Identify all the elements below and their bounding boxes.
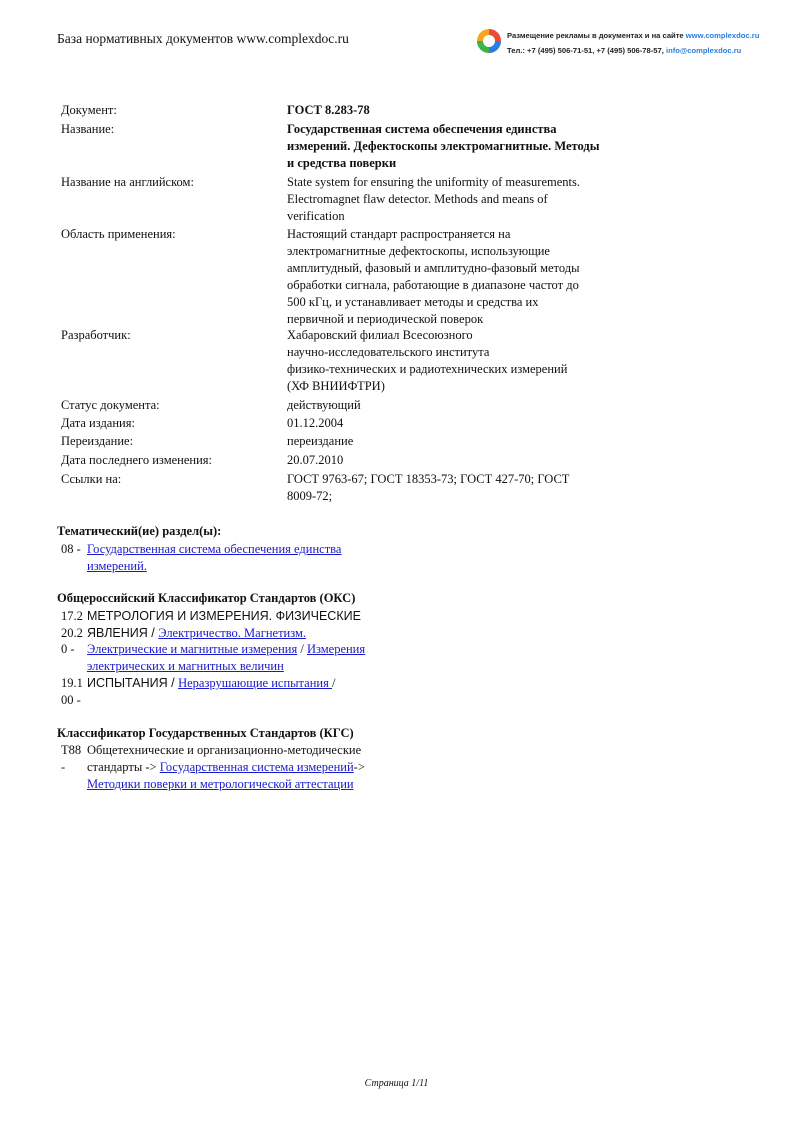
- kgs-heading: Классификатор Государственных Стандартов (КГС): [57, 726, 354, 740]
- oks-link-electricity[interactable]: Электричество. Магнетизм.: [158, 626, 307, 640]
- oks-link-ndt[interactable]: Неразрушающие испытания: [178, 676, 332, 690]
- last-change-label: Дата последнего изменения:: [61, 453, 212, 467]
- complexdoc-logo-icon: [476, 28, 502, 54]
- developer-line: Хабаровский филиал Всесоюзного: [287, 328, 473, 342]
- name-en-line: verification: [287, 209, 345, 223]
- kgs-code: T88: [61, 743, 82, 757]
- oks-row: [87, 675, 335, 692]
- developer-label: Разработчик:: [61, 328, 131, 342]
- kgs-text: стандарты ->: [87, 760, 160, 774]
- thematic-link-line[interactable]: измерений.: [87, 559, 147, 573]
- oks-code: 17.2: [61, 609, 83, 623]
- scope-line: электромагнитные дефектоскопы, использующие: [287, 244, 550, 258]
- refs-label: Ссылки на:: [61, 472, 122, 486]
- oks-link-electric-measurements[interactable]: Электрические и магнитные измерения: [87, 642, 298, 656]
- ad-site-link[interactable]: www.complexdoc.ru: [685, 31, 760, 40]
- oks-row: [87, 625, 306, 642]
- scope-line: первичной и периодической поверок: [287, 312, 484, 326]
- oks-code: 0 -: [61, 642, 75, 656]
- name-en-value: [287, 174, 632, 225]
- scope-line: Настоящий стандарт распространяется на: [287, 227, 511, 241]
- oks-text: МЕТРОЛОГИЯ И ИЗМЕРЕНИЯ. ФИЗИЧЕСКИЕ: [87, 609, 361, 623]
- reissue-label: Переиздание:: [61, 434, 134, 448]
- ad-banner: [507, 28, 759, 58]
- thematic-link-line[interactable]: Государственная система обеспечения единства: [87, 542, 342, 556]
- name-en-line: State system for ensuring the uniformity of measurements.: [287, 175, 580, 189]
- status-value: действующий: [287, 398, 361, 412]
- name-value: [287, 121, 632, 172]
- oks-separator: /: [331, 676, 336, 690]
- ad-email-link[interactable]: info@complexdoc.ru: [665, 46, 742, 55]
- site-title: База нормативных документов www.complexdoc.ru: [57, 31, 349, 46]
- scope-line: 500 кГц, и устанавливает методы и средства их: [287, 295, 539, 309]
- scope-line: обработки сигнала, работающие в диапазоне частот до: [287, 278, 579, 292]
- status-label: Статус документа:: [61, 398, 160, 412]
- oks-separator: /: [297, 642, 307, 656]
- refs-value: [287, 471, 632, 505]
- developer-line: (ХФ ВНИИФТРИ): [287, 379, 385, 393]
- ad-text-line2: Тел.: +7 (495) 506-71-51, +7 (495) 506-78-57,: [507, 46, 666, 55]
- scope-value: [287, 226, 632, 328]
- oks-heading: Общероссийский Классификатор Стандартов (ОКС): [57, 591, 356, 605]
- oks-link-measurements[interactable]: Измерения: [306, 642, 366, 656]
- oks-row: [87, 641, 365, 675]
- reissue-value: переиздание: [287, 434, 354, 448]
- oks-code: 20.2: [61, 626, 83, 640]
- scope-label: Область применения:: [61, 227, 176, 241]
- oks-code: 19.1: [61, 676, 83, 690]
- developer-line: физико-технических и радиотехнических измерений: [287, 362, 568, 376]
- thematic-heading: Тематический(ие) раздел(ы):: [57, 524, 222, 538]
- scope-line: амплитудный, фазовый и амплитудно-фазовый методы: [287, 261, 580, 275]
- name-en-line: Electromagnet flaw detector. Methods and means of: [287, 192, 548, 206]
- kgs-link-verification-methods[interactable]: Методики поверки и метрологической аттестации: [87, 777, 354, 791]
- page-number: Страница 1/11: [364, 1078, 429, 1089]
- thematic-link[interactable]: [87, 541, 341, 575]
- name-line: и средства поверки: [287, 156, 397, 170]
- last-change-value: 20.07.2010: [287, 453, 344, 467]
- thematic-code: 08 -: [61, 542, 81, 556]
- kgs-arrow: ->: [353, 760, 365, 774]
- pub-date-value: 01.12.2004: [287, 416, 344, 430]
- pub-date-label: Дата издания:: [61, 416, 135, 430]
- oks-text: ИСПЫТАНИЯ /: [87, 676, 179, 690]
- oks-code: 00 -: [61, 693, 81, 707]
- oks-text: ЯВЛЕНИЯ /: [87, 626, 159, 640]
- kgs-row: [87, 759, 365, 793]
- developer-line: научно-исследовательского института: [287, 345, 490, 359]
- name-en-label: Название на английском:: [61, 175, 194, 189]
- name-line: измерений. Дефектоскопы электромагнитные. Методы: [287, 139, 600, 153]
- kgs-code: -: [61, 760, 66, 774]
- document-label: Документ:: [61, 103, 117, 117]
- document-value: ГОСТ 8.283-78: [287, 103, 370, 117]
- refs-line: ГОСТ 9763-67; ГОСТ 18353-73; ГОСТ 427-70; ГОСТ: [287, 472, 570, 486]
- name-line: Государственная система обеспечения единства: [287, 122, 557, 136]
- developer-value: [287, 327, 632, 395]
- ad-text-line1: Размещение рекламы в документах и на сайте: [507, 31, 686, 40]
- refs-line: 8009-72;: [287, 489, 333, 503]
- oks-link-measurements-cont[interactable]: электрических и магнитных величин: [87, 659, 284, 673]
- kgs-text: Общетехнические и организационно-методические: [87, 743, 362, 757]
- name-label: Название:: [61, 122, 115, 136]
- kgs-link-measurement-system[interactable]: Государственная система измерений: [159, 760, 354, 774]
